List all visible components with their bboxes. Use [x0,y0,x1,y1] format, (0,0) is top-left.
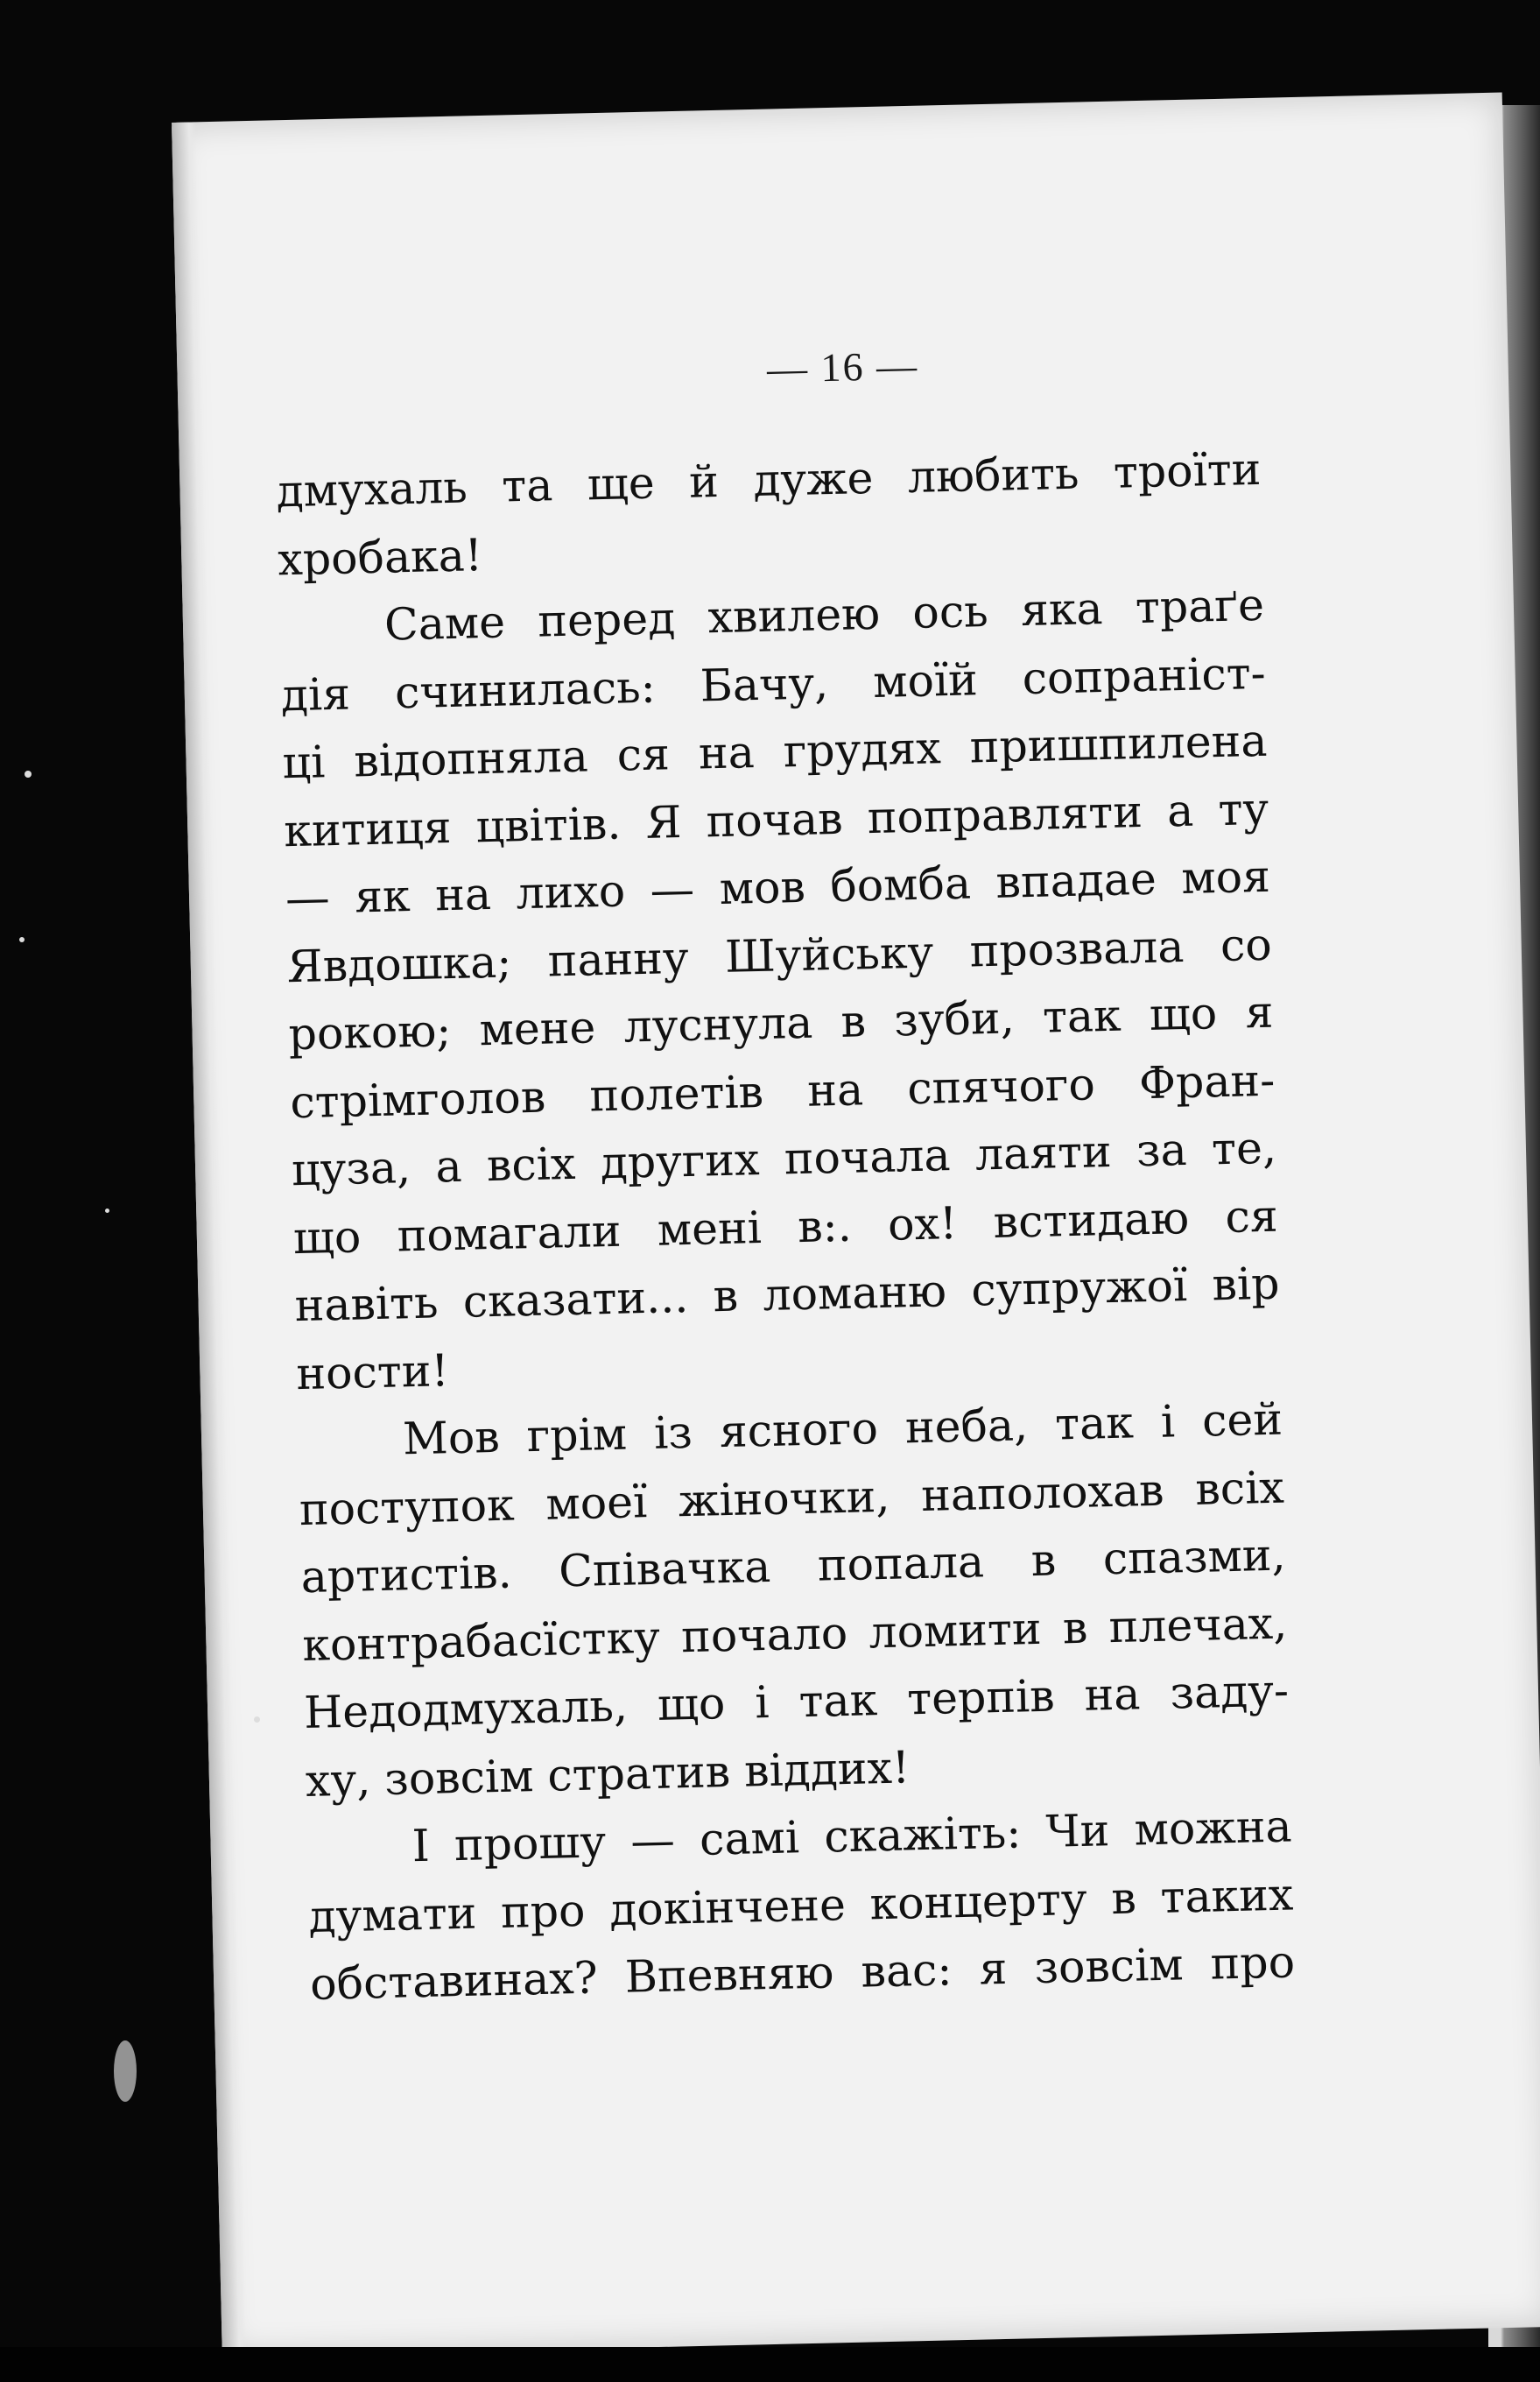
text-line: ности! [295,1343,450,1399]
text-line: рокою; мене луснула в зуби, так що я [287,985,1275,1061]
text-line: що помагали мені в:. ох! встидаю ся [292,1189,1279,1264]
text-line: стрімголов полетів на спячого Фран- [289,1054,1276,1128]
text-line: І прошу — самі скажіть: Чи можна [411,1800,1293,1872]
paragraph [297,1385,1290,1815]
text-line: китиця цвітів. Я почав поправляти а ту [283,782,1269,856]
text-line: ці відопняла ся на грудях пришпилена [281,714,1268,789]
text-line: навіть сказати... в ломаню супружої вір [294,1257,1281,1332]
text-line: дмухаль та ще й дуже любить троїти [275,442,1262,518]
text-line: хробака! [277,528,483,585]
text-line: думати про докінчене концерту в таких [307,1867,1294,1942]
text-line: дія счинилась: Бачу, моїй сопраніст- [280,646,1267,721]
text-line: обставинах? Впевняю вас: я зовсім про [309,1935,1296,2010]
text-line: Саме перед хвилею ось яка траґе [383,578,1265,651]
text-line: контрабасїстку почало ломити в плечах, [301,1596,1288,1671]
paragraph [276,435,1263,593]
text-line: Недодмухаль, що і так терпів на заду- [303,1664,1290,1739]
text-line: поступок моеї жіночки, наполохав всіх [299,1461,1285,1535]
body-text [276,435,1296,2019]
book-page [172,93,1540,2357]
page-number: — 16 — [766,342,919,391]
text-line: ху, зовсім стратив віддих! [305,1740,911,1807]
text-line: — як на лихо — мов бомба впадае моя [285,849,1271,925]
paragraph [306,1792,1296,2018]
text-line: цуза, а всіх других почала лаяти за те, [291,1121,1277,1196]
text-line: Мов грім із ясного неба, так і сей [402,1392,1283,1465]
paragraph [278,571,1282,1407]
text-line: артистів. Співачка попала в спазми, [300,1528,1287,1603]
text-line: Явдошка; панну Шуйську прозвала со [286,918,1273,992]
